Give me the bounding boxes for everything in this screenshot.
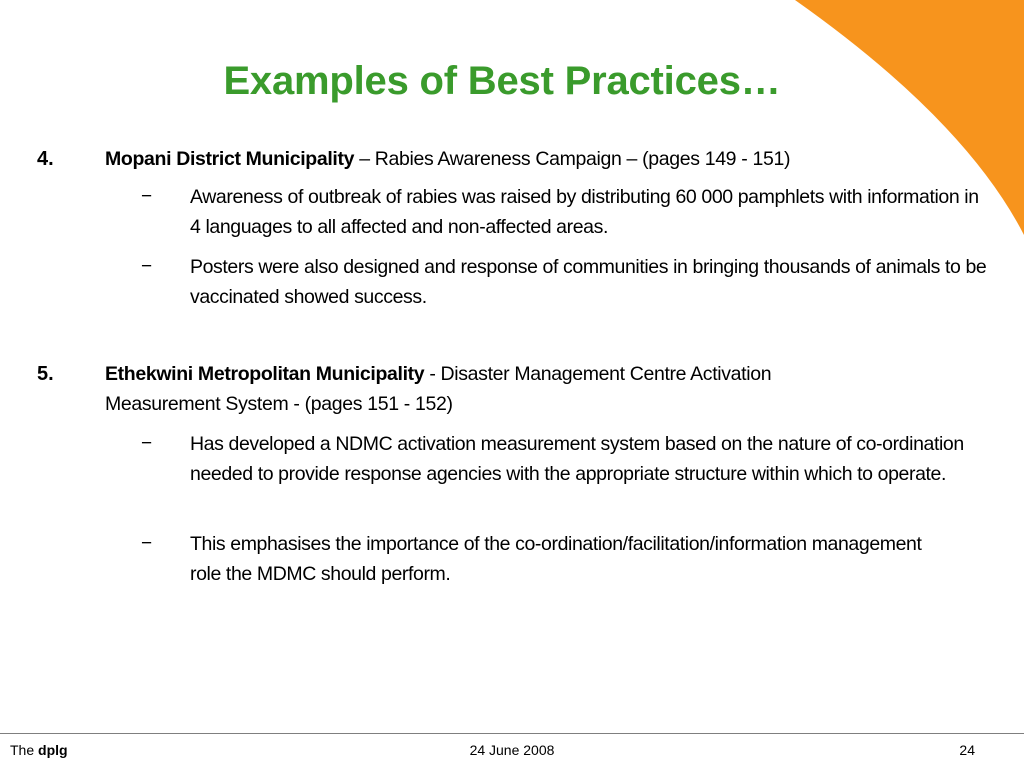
dash-bullet: − — [141, 186, 153, 207]
list-item-number: 4. — [37, 148, 54, 170]
sub-item-text: Posters were also designed and response of communities in bringing thousands of animals to be vaccinated showed success. — [190, 256, 987, 308]
footer-org-name: dplg — [38, 742, 68, 758]
municipality-name: Ethekwini Metropolitan Municipality — [105, 363, 425, 385]
list-item-heading — [105, 359, 865, 419]
footer-org-prefix: The — [10, 742, 39, 758]
heading-description: – Rabies Awareness Campaign – (pages 149 - 151) — [354, 148, 791, 170]
heading-description: - Disaster Management Centre Activation Measurement System - (pages 151 - 152) — [105, 363, 772, 415]
sub-item-text: Awareness of outbreak of rabies was raised by distributing 60 000 pamphlets with information in 4 languages to all affected and non-affected areas. — [190, 186, 979, 238]
sub-item-text: Has developed a NDMC activation measurement system based on the nature of co-ordination needed to provide response agencies with the appropriate structure within which to operate. — [190, 433, 964, 485]
dash-bullet: − — [141, 533, 153, 554]
dash-bullet: − — [141, 256, 153, 277]
footer-divider — [0, 733, 1024, 734]
municipality-name: Mopani District Municipality — [105, 148, 355, 170]
sub-item-text: This emphasises the importance of the co-ordination/facilitation/information management role the MDMC should perform. — [190, 533, 922, 585]
slide-title: Examples of Best Practices… — [223, 59, 781, 103]
list-item-number: 5. — [37, 363, 54, 385]
dash-bullet: − — [141, 433, 153, 454]
footer-date: 24 June 2008 — [469, 742, 555, 758]
list-item-heading — [105, 144, 975, 174]
footer-page-number: 24 — [959, 742, 975, 758]
